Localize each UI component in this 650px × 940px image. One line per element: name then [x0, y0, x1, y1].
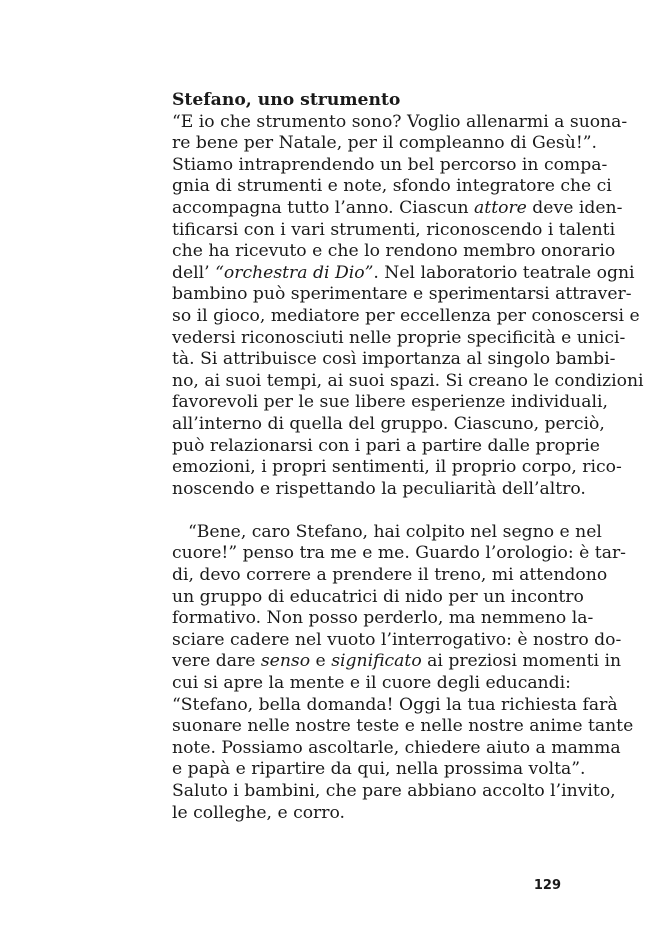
text-line: cui si apre la mente e il cuore degli educandi: — [172, 673, 571, 694]
text-line: vedersi riconosciuti nelle proprie specificità e unici- — [172, 327, 626, 348]
text-line: “Bene, caro Stefano, hai colpito nel segno e nel — [188, 521, 602, 542]
emphasis-significato: significato — [331, 651, 422, 672]
text-line: sciare cadere nel vuoto l’interrogativo: è nostro do- — [172, 629, 622, 650]
text-line: tificarsi con i vari strumenti, riconoscendo i talenti — [172, 219, 616, 240]
text-line: all’interno di quella del gruppo. Ciascuno, perciò, — [172, 413, 605, 434]
text-line: può relazionarsi con i pari a partire dalle proprie — [172, 435, 600, 456]
text-line: gnia di strumenti e note, sfondo integratore che ci — [172, 176, 612, 197]
paragraph-1 — [172, 111, 644, 501]
text-line: favorevoli per le sue libere esperienze individuali, — [172, 392, 608, 413]
text-fragment: accompagna tutto l’anno. Ciascun — [172, 197, 475, 218]
text-line: cuore!” penso tra me e me. Guardo l’orologio: è tar- — [172, 543, 626, 564]
paragraph-2 — [172, 521, 634, 824]
text-fragment: dell’ — [172, 262, 216, 283]
emphasis-attore: attore — [474, 197, 527, 218]
text-line: tà. Si attribuisce così importanza al singolo bambi- — [172, 349, 616, 370]
text-line: le colleghe, e corro. — [172, 802, 345, 823]
text-line: noscendo e rispettando la peculiarità dell’altro. — [172, 478, 586, 499]
text-fragment: ai preziosi momenti in — [421, 651, 622, 672]
text-line: un gruppo di educatrici di nido per un incontro — [172, 586, 584, 607]
text-line: “Stefano, bella domanda! Oggi la tua richiesta farà — [172, 694, 618, 715]
page-number: 129 — [533, 878, 561, 893]
text-line: no, ai suoi tempi, ai suoi spazi. Si creano le condizioni — [172, 370, 644, 391]
text-line: Saluto i bambini, che pare abbiano accolto l’invito, — [172, 781, 616, 801]
text-line — [172, 651, 622, 673]
body-text — [172, 90, 644, 824]
emphasis-senso: senso — [260, 651, 311, 672]
text-line: formativo. Non posso perderlo, ma nemmeno la- — [172, 608, 594, 629]
text-line: che ha ricevuto e che lo rendono membro onorario — [172, 241, 616, 262]
text-line: suonare nelle nostre teste e nelle nostre anime tante — [172, 716, 634, 737]
text-fragment: . Nel laboratorio teatrale ogni — [373, 262, 635, 283]
text-line: re bene per Natale, per il compleanno di Gesù!”. — [172, 133, 597, 154]
section-heading: Stefano, uno strumento — [172, 90, 401, 110]
text-fragment: deve iden- — [526, 197, 623, 218]
text-line: emozioni, i propri sentimenti, il proprio corpo, rico- — [172, 457, 622, 478]
emphasis-orchestra-di-dio: “orchestra di Dio” — [215, 262, 374, 283]
text-line: note. Possiamo ascoltarle, chiedere aiuto a mamma — [172, 737, 621, 758]
text-line: di, devo correre a prendere il treno, mi attendono — [172, 565, 608, 586]
text-line: “E io che strumento sono? Voglio allenarmi a suona- — [172, 111, 628, 132]
text-line: e papà e ripartire da qui, nella prossima volta”. — [172, 759, 586, 780]
paragraph-spacer — [172, 500, 562, 522]
text-line — [172, 262, 635, 285]
text-line — [172, 197, 623, 220]
text-line: Stiamo intraprendendo un bel percorso in compa- — [172, 154, 608, 175]
text-fragment: e — [310, 651, 332, 672]
text-line: bambino può sperimentare e sperimentarsi attraver- — [172, 284, 632, 305]
text-fragment: vere dare — [172, 651, 261, 672]
text-line: so il gioco, mediatore per eccellenza per conoscersi e — [172, 305, 640, 326]
